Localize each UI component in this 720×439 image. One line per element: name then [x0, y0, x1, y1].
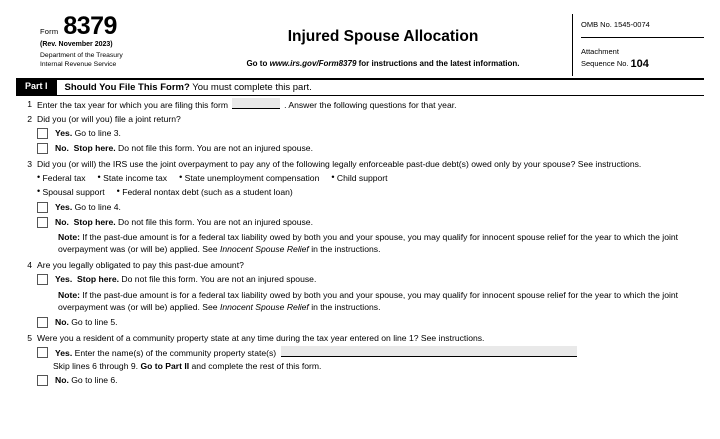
line-5-sub-b: Go to Part II	[140, 360, 190, 371]
line-3-no-rest: Do not file this form. You are not an injured spouse.	[115, 216, 313, 227]
checkbox-icon[interactable]	[37, 202, 48, 213]
line-5-no-bold: No.	[55, 374, 69, 385]
line-1-number: 1	[27, 99, 32, 109]
line-3-bullets-row-2	[37, 185, 704, 198]
line-4-note-italic: Innocent Spouse Relief	[219, 301, 309, 312]
line-1-text-before: Enter the tax year for which you are filing this form	[37, 100, 229, 110]
line-2	[16, 113, 704, 125]
line-4-no-bold: No.	[55, 317, 69, 328]
line-3-yes-option[interactable]	[37, 201, 704, 213]
line-2-text: Did you (or will you) file a joint return?	[37, 114, 181, 125]
line-4-note-label: Note:	[58, 289, 80, 300]
line-2-no-option[interactable]	[37, 142, 704, 154]
line-2-yes-bold: Yes.	[55, 128, 73, 139]
line-5-yes-option[interactable]	[37, 346, 704, 359]
bullet-5: Spousal support	[42, 187, 105, 198]
bullet-4: Child support	[336, 173, 388, 184]
line-5-sub-a: Skip lines 6 through 9.	[53, 360, 141, 371]
form-header	[16, 14, 704, 76]
line-3-note-label: Note:	[58, 231, 80, 242]
bullet-icon: •	[331, 172, 335, 183]
line-5	[16, 332, 704, 344]
checkbox-icon[interactable]	[37, 317, 48, 328]
form-label: Form	[40, 27, 59, 36]
line-3-number: 3	[27, 158, 32, 169]
form-revision: (Rev. November 2023)	[40, 41, 113, 48]
line-5-yes-bold: Yes.	[55, 348, 73, 359]
line-5-yes-rest: Enter the name(s) of the community property state(s)	[72, 348, 277, 359]
bullet-icon: •	[179, 172, 183, 183]
line-4-no-option[interactable]	[37, 316, 704, 328]
line-4-text: Are you legally obligated to pay this past-due amount?	[37, 260, 244, 271]
line-4-yes-stop: Stop here.	[77, 274, 120, 285]
line-3-note-tail: in the instructions.	[308, 244, 381, 255]
attachment-sequence	[581, 38, 704, 72]
line-5-yes-text	[55, 346, 704, 359]
line-4-no-text	[55, 316, 704, 328]
line-3-yes-bold: Yes.	[55, 202, 73, 213]
header-center	[194, 14, 572, 76]
line-4-yes-option[interactable]	[37, 273, 704, 285]
form-identifier	[40, 14, 194, 39]
line-2-no-text	[55, 142, 704, 154]
line-3-yes-rest: Go to line 4.	[72, 202, 121, 213]
line-2-yes-rest: Go to line 3.	[72, 128, 121, 139]
department-lines	[40, 52, 194, 69]
goto-suffix: for instructions and the latest information.	[356, 59, 520, 68]
checkbox-icon[interactable]	[37, 143, 48, 154]
line-2-options	[16, 127, 704, 153]
line-5-text: Were you a resident of a community property state at any time during the tax year entered on line 1? See instructions.	[37, 333, 485, 344]
line-3-yes-text	[55, 201, 704, 213]
line-5-sub-instruction	[37, 360, 704, 372]
line-3-bullets	[16, 171, 704, 198]
line-5-sub-c: and complete the rest of this form.	[189, 360, 322, 371]
line-3-text: Did you (or will) the IRS use the joint overpayment to pay any of the following legally enforceable past-due debt(s) owed only by your spouse? See instructions.	[37, 158, 642, 169]
page-title: Injured Spouse Allocation	[287, 28, 479, 45]
bullet-3: State unemployment compensation	[184, 173, 320, 184]
checkbox-icon[interactable]	[37, 375, 48, 386]
department-line-2: Internal Revenue Service	[40, 60, 117, 68]
line-5-no-rest: Go to line 6.	[68, 374, 118, 385]
line-4-yes-rest: Do not file this form. You are not an injured spouse.	[119, 274, 317, 285]
bullet-1: Federal tax	[42, 173, 86, 184]
checkbox-icon[interactable]	[37, 347, 48, 358]
bullet-icon: •	[116, 186, 120, 197]
attachment-seq-line	[581, 57, 704, 72]
checkbox-icon[interactable]	[37, 217, 48, 228]
line-4	[16, 259, 704, 271]
bullet-2: State income tax	[103, 173, 168, 184]
goto-prefix: Go to	[246, 59, 270, 68]
line-3-note-text: If the past-due amount is for a federal tax liability owed by both you and your spouse, you may qualify for innocent spouse relief for the year to which the joint overpayment was (or will be) applied. See	[58, 231, 679, 255]
line-2-yes-text	[55, 127, 704, 139]
part-1-title	[65, 82, 312, 93]
line-5-no-text	[55, 374, 704, 386]
line-4-yes-text	[55, 273, 704, 285]
form-number: 8379	[63, 12, 117, 40]
line-2-yes-option[interactable]	[37, 127, 704, 139]
line-3-bullets-row-1	[37, 171, 704, 184]
line-1-text	[37, 98, 704, 111]
line-5-options	[16, 346, 704, 386]
checkbox-icon[interactable]	[37, 274, 48, 285]
line-2-no-stop: Stop here.	[73, 142, 116, 153]
attachment-seq-label: Sequence No.	[581, 59, 629, 69]
bullet-icon: •	[97, 172, 101, 183]
checkbox-icon[interactable]	[37, 128, 48, 139]
line-2-no-rest: Do not file this form. You are not an injured spouse.	[115, 142, 313, 153]
form-body	[16, 98, 704, 386]
line-4-options	[16, 273, 704, 328]
attachment-seq-number: 104	[630, 58, 649, 71]
line-4-number: 4	[27, 260, 32, 271]
line-3-options	[16, 201, 704, 255]
line-5-number: 5	[27, 333, 32, 344]
line-1-text-after: . Answer the following questions for that year.	[284, 100, 457, 110]
line-3-no-text	[55, 216, 704, 228]
line-4-note	[37, 289, 704, 313]
attachment-label: Attachment	[581, 47, 619, 56]
line-4-note-tail: in the instructions.	[308, 301, 381, 312]
header-right	[572, 14, 704, 76]
line-3	[16, 158, 704, 170]
bullet-6: Federal nontax debt (such as a student loan)	[122, 187, 293, 198]
line-4-yes-bold: Yes.	[55, 274, 73, 285]
line-2-no-bold: No.	[55, 142, 69, 153]
community-property-state-input[interactable]	[281, 346, 577, 357]
line-3-no-stop: Stop here.	[73, 216, 116, 227]
part-1-title-normal: You must complete this part.	[189, 82, 312, 93]
part-1-tag: Part I	[16, 80, 57, 94]
goto-url[interactable]: www.irs.gov/Form8379	[269, 59, 357, 68]
line-3-note-italic: Innocent Spouse Relief	[219, 244, 309, 255]
part-1-header	[16, 78, 704, 96]
tax-year-input[interactable]	[232, 98, 280, 109]
line-4-note-text: If the past-due amount is for a federal tax liability owed by both you and your spouse, you may qualify for innocent spouse relief for the year to which the joint overpayment was (or will be) applied. See	[58, 289, 679, 312]
bullet-icon: •	[37, 172, 41, 183]
line-2-number: 2	[27, 114, 32, 125]
department-line-1: Department of the Treasury	[40, 52, 123, 59]
goto-instructions	[194, 59, 572, 68]
header-left	[16, 14, 194, 76]
line-4-no-rest: Go to line 5.	[68, 317, 118, 328]
line-3-note	[37, 231, 704, 255]
line-5-no-option[interactable]	[37, 374, 704, 386]
line-1	[16, 98, 704, 111]
line-3-no-bold: No.	[55, 216, 69, 227]
omb-number: OMB No. 1545-0074	[581, 14, 704, 38]
bullet-icon: •	[37, 186, 41, 197]
line-3-no-option[interactable]	[37, 216, 704, 228]
part-1-title-bold: Should You File This Form?	[64, 82, 190, 93]
